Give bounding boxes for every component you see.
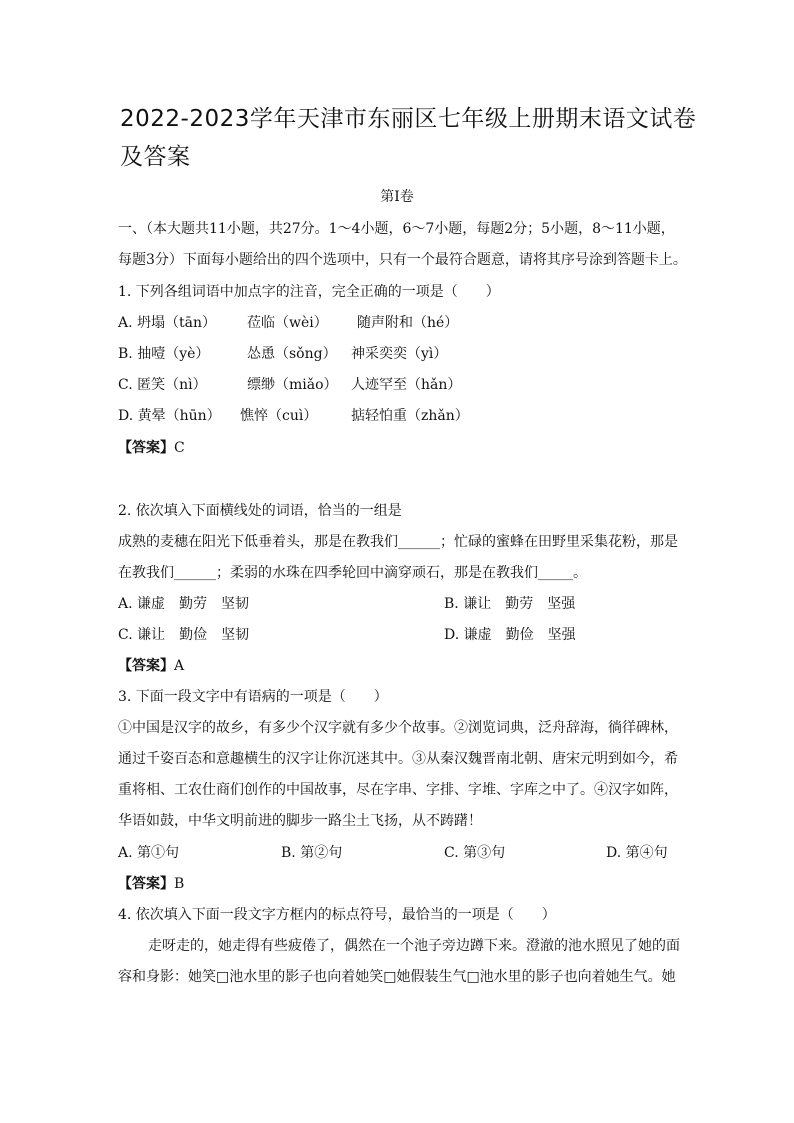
answer-tag: 【答案】 [118,876,174,892]
q4-stem: 4. 依次填入下面一段文字方框内的标点符号，最恰当的一项是（ ） [118,907,556,923]
q3-option-a: A. 第①句 [118,845,180,861]
q3-answer [118,873,184,893]
q3-passage-line-1: ①中国是汉字的故乡，有多少个汉字就有多少个故事。②浏览词典，泛舟辞海，徜徉碑林， [118,720,678,736]
volume-heading: 第Ⅰ卷 [380,189,414,205]
q1-option-c-2: 缥缈（miǎo） [247,377,338,393]
q2-passage-line-1: 成熟的麦穗在阳光下低垂着头，那是在教我们______；忙碌的蜜蜂在田野里采集花粉，那是 [118,534,678,550]
q3-option-c: C. 第③句 [444,845,506,861]
section-instructions-line-2: 每题3分）下面每小题给出的四个选项中，只有一个最符合题意，请将其序号涂到答题卡上。 [118,252,687,268]
q2-stem: 2. 依次填入下面横线处的词语，恰当的一组是 [118,503,402,519]
answer-value: B [174,876,185,892]
q2-option-c: C. 谦让 勤俭 坚韧 [118,627,250,643]
q1-option-c-3: 人迹罕至（hǎn） [351,377,462,393]
q1-option-c-1: C. 匿笑（nì） [118,377,207,393]
q2-answer [118,655,184,675]
q1-stem: 1. 下列各组词语中加点字的注音，完全正确的一项是（ ） [118,284,500,300]
q1-option-a-1: A. 坍塌（tān） [118,315,216,331]
answer-value: C [174,440,185,456]
q1-option-d-2: 憔悴（cuì） [240,408,318,424]
q3-passage-line-2: 通过千姿百态和意趣横生的汉字让你沉迷其中。③从秦汉魏晋南北朝、唐宋元明到如今，希 [118,751,678,767]
q1-option-b-2: 怂恿（sǒng） [247,346,337,362]
q2-option-a: A. 谦虚 勤劳 坚韧 [118,596,250,612]
q4-passage-line-1: 走呀走的，她走得有些疲倦了，偶然在一个池子旁边蹲下来。澄澈的池水照见了她的面 [148,938,680,954]
q3-stem: 3. 下面一段文字中有语病的一项是（ ） [118,689,388,705]
q3-passage-line-3: 重将相、工农仕商们创作的中国故事，尽在字串、字排、字堆、字库之中了。④汉字如阵， [118,782,678,798]
q2-option-d: D. 谦虚 勤俭 坚强 [444,627,576,643]
q1-option-b-1: B. 抽噎（yè） [118,346,210,362]
section-instructions-line-1: 一、（本大题共11小题，共27分。1～4小题，6～7小题，每题2分；5小题，8～11小题， [118,221,675,237]
document-title: 2022-2023学年天津市东丽区七年级上册期末语文试卷及答案 [120,106,697,170]
answer-tag: 【答案】 [118,658,174,674]
q4-passage-line-2: 容和身影：她笑□池水里的影子也向着她笑□她假装生气□池水里的影子也向着她生气。她 [118,969,676,985]
q1-option-d-1: D. 黄晕（hūn） [118,408,221,424]
answer-tag: 【答案】 [118,440,174,456]
q3-option-d: D. 第④句 [606,845,668,861]
q3-option-b: B. 第②句 [281,845,343,861]
answer-value: A [174,658,185,674]
q2-option-b: B. 谦让 勤劳 坚强 [444,596,576,612]
q1-option-d-3: 掂轻怕重（zhǎn） [351,408,469,424]
q3-passage-line-4: 华语如鼓，中华文明前进的脚步一路尘土飞扬，从不踌躇！ [118,813,482,829]
q2-passage-line-2: 在教我们______；柔弱的水珠在四季轮回中滴穿顽石，那是在教我们_____。 [118,565,587,581]
q1-option-a-3: 随声附和（hé） [357,315,459,331]
q1-option-b-3: 神采奕奕（yì） [351,346,448,362]
q1-answer [118,437,185,457]
q1-option-a-2: 莅临（wèi） [247,315,328,331]
